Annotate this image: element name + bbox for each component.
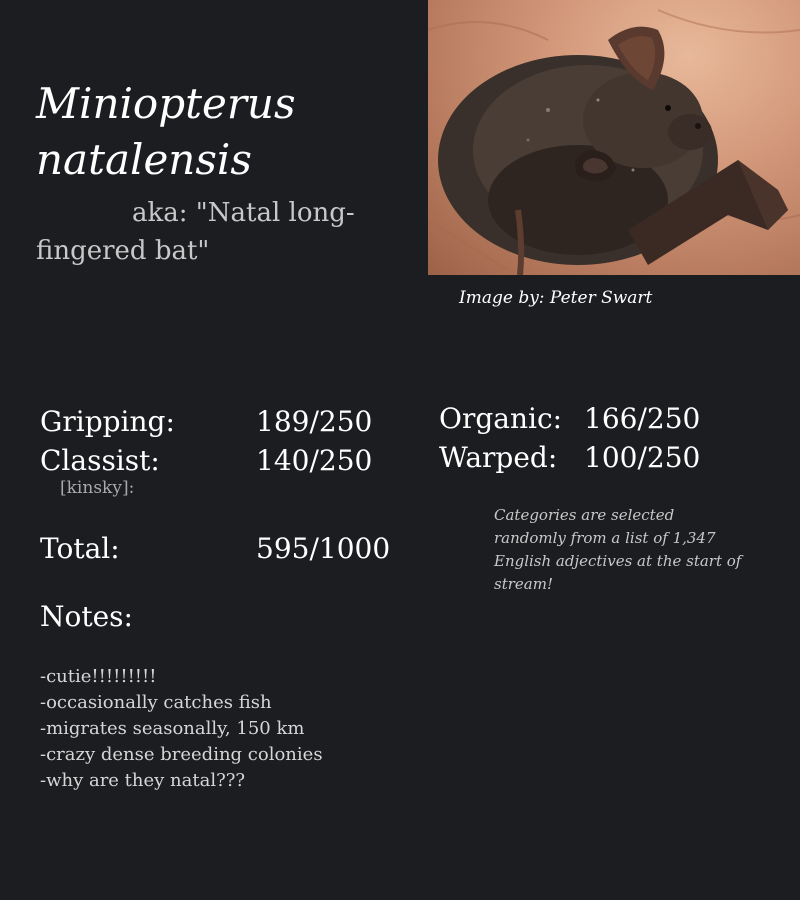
bat-photo-illustration bbox=[428, 0, 800, 275]
notes-heading: Notes: bbox=[40, 600, 133, 633]
stat-label-organic: Organic: bbox=[439, 402, 563, 435]
stat-value-organic: 166/250 bbox=[584, 402, 701, 435]
title-genus: Miniopterus bbox=[36, 79, 296, 128]
stat-value-warped: 100/250 bbox=[584, 441, 701, 474]
stat-value-classist: 140/250 bbox=[256, 444, 373, 477]
note-item: -occasionally catches fish bbox=[40, 692, 272, 713]
total-label: Total: bbox=[40, 532, 120, 565]
bat-photo bbox=[428, 0, 800, 275]
stat-value-gripping: 189/250 bbox=[256, 405, 373, 438]
stat-label-gripping: Gripping: bbox=[40, 405, 175, 438]
title-species: natalensis bbox=[36, 135, 252, 184]
note-item: -why are they natal??? bbox=[40, 770, 246, 791]
total-value: 595/1000 bbox=[256, 532, 391, 565]
notes-list bbox=[40, 664, 323, 794]
categories-note: Categories are selected randomly from a list of 1,347 English adjectives at the start of stream! bbox=[494, 506, 742, 593]
stat-sublabel-classist: [kinsky]: bbox=[60, 478, 135, 498]
image-credit: Image by: Peter Swart bbox=[459, 288, 653, 308]
note-item: -cutie!!!!!!!!! bbox=[40, 666, 157, 687]
common-name: aka: "Natal long-fingered bat" bbox=[36, 198, 355, 266]
stat-label-classist: Classist: bbox=[40, 444, 160, 477]
species-title bbox=[36, 76, 396, 188]
note-item: -crazy dense breeding colonies bbox=[40, 744, 323, 765]
stat-label-warped: Warped: bbox=[439, 441, 558, 474]
note-item: -migrates seasonally, 150 km bbox=[40, 718, 305, 739]
